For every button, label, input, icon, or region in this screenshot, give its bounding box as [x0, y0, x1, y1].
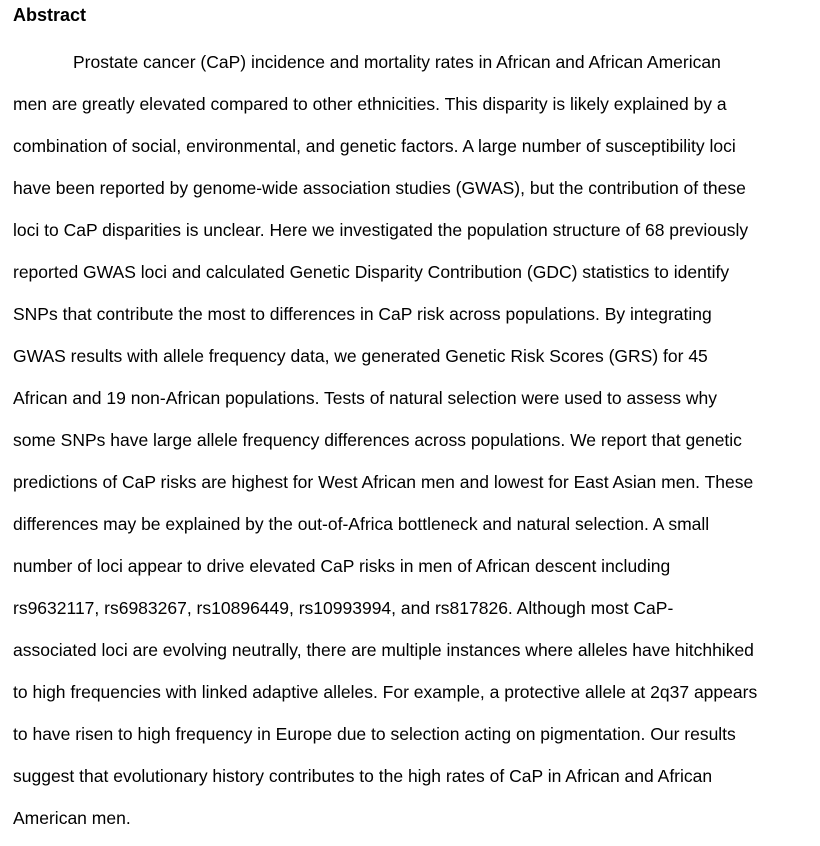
abstract-line: African and 19 non-African populations. Tests of natural selection were used to assess why [13, 388, 717, 408]
abstract-line: some SNPs have large allele frequency differences across populations. We report that genetic [13, 430, 742, 450]
abstract-line: SNPs that contribute the most to differences in CaP risk across populations. By integrating [13, 304, 712, 324]
abstract-section [13, 0, 813, 839]
abstract-line: GWAS results with allele frequency data, we generated Genetic Risk Scores (GRS) for 45 [13, 346, 708, 366]
abstract-line: number of loci appear to drive elevated CaP risks in men of African descent including [13, 556, 671, 576]
abstract-line: rs9632117, rs6983267, rs10896449, rs10993994, and rs817826. Although most CaP- [13, 598, 674, 618]
abstract-line: have been reported by genome-wide association studies (GWAS), but the contribution of these [13, 178, 746, 198]
abstract-line: associated loci are evolving neutrally, there are multiple instances where alleles have hitchhiked [13, 640, 754, 660]
abstract-heading: Abstract [13, 5, 87, 25]
abstract-body [13, 41, 813, 839]
abstract-line: combination of social, environmental, and genetic factors. A large number of susceptibility loci [13, 136, 736, 156]
abstract-line: suggest that evolutionary history contributes to the high rates of CaP in African and African [13, 766, 713, 786]
abstract-line: reported GWAS loci and calculated Genetic Disparity Contribution (GDC) statistics to identify [13, 262, 730, 282]
abstract-line: predictions of CaP risks are highest for West African men and lowest for East Asian men. These [13, 472, 754, 492]
abstract-line: men are greatly elevated compared to other ethnicities. This disparity is likely explained by a [13, 94, 727, 114]
abstract-line: Prostate cancer (CaP) incidence and mortality rates in African and African American [73, 52, 721, 72]
abstract-line: to high frequencies with linked adaptive alleles. For example, a protective allele at 2q37 appears [13, 682, 758, 702]
abstract-line: to have risen to high frequency in Europe due to selection acting on pigmentation. Our results [13, 724, 736, 744]
abstract-line: loci to CaP disparities is unclear. Here we investigated the population structure of 68 previously [13, 220, 749, 240]
abstract-line: differences may be explained by the out-of-Africa bottleneck and natural selection. A small [13, 514, 710, 534]
abstract-line: American men. [13, 808, 131, 828]
